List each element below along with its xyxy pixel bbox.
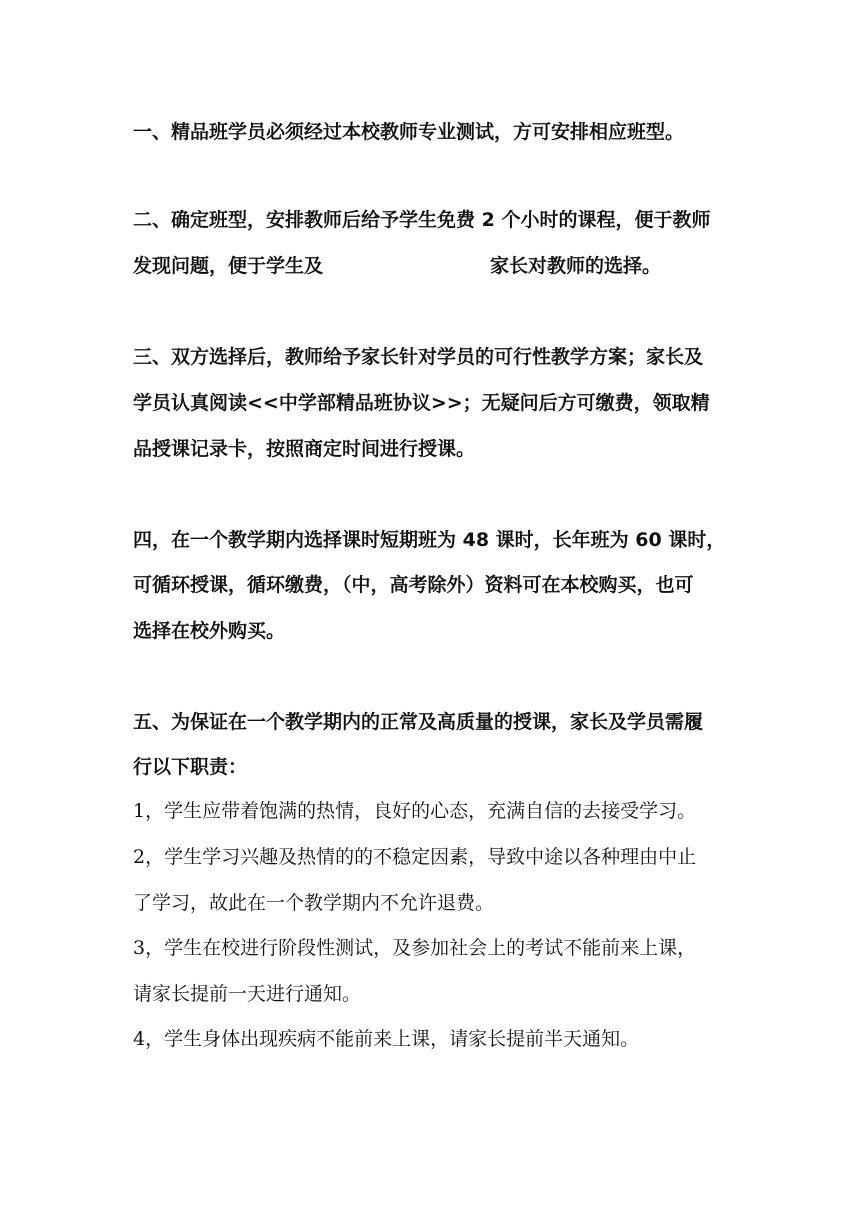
list-item-3-line-2: 请家长提前一天进行通知。 [133,983,362,1005]
section-2-line-1: 二、确定班型，安排教师后给予学生免费 2 个小时的课程，便于教师 [133,209,711,231]
list-item-3-line-1: 3，学生在校进行阶段性测试，及参加社会上的考试不能前来上课， [133,937,697,959]
section-1-line-1: 一、精品班学员必须经过本校教师专业测试，方可安排相应班型。 [133,121,685,143]
list-item-2-line-2: 了学习，故此在一个教学期内不允许退费。 [133,892,495,914]
section-4-line-1: 四，在一个教学期内选择课时短期班为 48 课时，长年班为 60 课时， [133,529,726,551]
section-5-line-1: 五、为保证在一个教学期内的正常及高质量的授课，家长及学员需履 [133,711,704,733]
section-3-line-2: 学员认真阅读<<中学部精品班协议>>；无疑问后方可缴费，领取精 [133,392,710,414]
section-3-line-3: 品授课记录卡，按照商定时间进行授课。 [133,438,476,460]
section-3-line-1: 三、双方选择后，教师给予家长针对学员的可行性教学方案；家长及 [133,346,704,368]
section-5-line-2: 行以下职责： [133,756,248,778]
section-2-line-2b: 家长对教师的选择。 [490,255,662,277]
list-item-2-line-1: 2，学生学习兴趣及热情的的不稳定因素，导致中途以各种理由中止 [133,846,697,868]
section-4-line-2: 可循环授课，循环缴费，（中，高考除外）资料可在本校购买，也可 [133,574,694,596]
list-item-1: 1，学生应带着饱满的热情，良好的心态，充满自信的去接受学习。 [133,800,697,822]
section-2-line-2a: 发现问题，便于学生及 [133,255,324,277]
section-4-line-3: 选择在校外购买。 [133,620,286,642]
list-item-4: 4，学生身体出现疾病不能前来上课，请家长提前半天通知。 [133,1028,640,1050]
